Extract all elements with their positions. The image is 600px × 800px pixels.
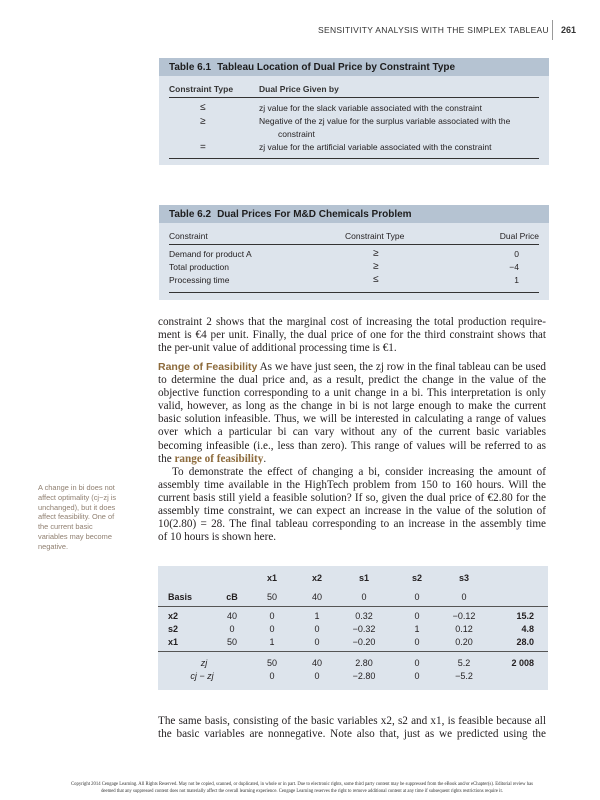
tableau-cell: −0.32 (352, 624, 376, 634)
constraint-type-ge: ≥ (200, 116, 206, 127)
tableau-cell: −0.20 (352, 637, 376, 647)
tableau-cell: 0 (414, 637, 420, 647)
cj-zj-value: 0 (269, 671, 275, 681)
tableau-cell: 0 (269, 624, 275, 634)
rhs-value: 4.8 (521, 624, 534, 634)
col-header-dual-price: Dual Price (499, 231, 539, 241)
table-row-constraint: Processing time (169, 275, 230, 285)
table-row-price: −4 (509, 262, 519, 272)
tableau-cell: 1 (414, 624, 420, 634)
objective-coeff: 0 (461, 592, 467, 602)
cb-label: cB (226, 592, 238, 602)
bottom-rule (169, 292, 539, 293)
bottom-rule (169, 158, 539, 159)
tableau-cell: 0 (414, 611, 420, 621)
cj-zj-value: −5.2 (455, 671, 473, 681)
table-row-price: 0 (514, 249, 519, 259)
constraint-type-eq: = (200, 142, 206, 153)
copyright-footer: Copyright 2014 Cengage Learning. All Rights Reserved. May not be copied, scanned, or duplicated, in whole or in part. Due to electronic rights, some third party content may be suppressed from the eBook and/or eChapter(s). Editorial review has deemed that any suppressed content does not materially affect the overall learning experience. Cengage Learning reserves the right to remove additional content at any time if subsequent rights restrictions require it. (71, 782, 533, 794)
objective-value: 2 008 (511, 658, 534, 668)
col-header-s1: s1 (358, 573, 369, 583)
col-header-constraint-type: Constraint Type (345, 231, 405, 241)
tableau-cell: 0.32 (355, 611, 373, 621)
objective-coeff: 50 (266, 592, 277, 602)
header-divider (552, 20, 553, 40)
table-title: Table 6.2 Dual Prices For M&D Chemicals Problem (169, 209, 412, 220)
tableau-cell: 0.12 (455, 624, 473, 634)
tableau-cell: 1 (269, 637, 275, 647)
constraint-type-le: ≤ (200, 102, 206, 113)
table-row-type: ≤ (373, 274, 379, 285)
basis-var: s2 (168, 624, 179, 634)
zj-value: 5.2 (457, 658, 471, 668)
basis-label: Basis (168, 592, 193, 602)
dual-price-desc: zj value for the slack variable associated with the constraint (259, 103, 483, 113)
page-number: 261 (561, 25, 577, 35)
rhs-value: 28.0 (516, 637, 534, 647)
tableau-cell: 0 (314, 624, 320, 634)
table-row-constraint: Demand for product A (169, 249, 252, 259)
col-header-x2: x2 (311, 573, 322, 583)
cj-zj-label: cj − zj (190, 671, 214, 681)
header-rule (169, 244, 539, 245)
zj-value: 50 (266, 658, 277, 668)
paragraph-same-basis: The same basis, consisting of the basic variables x2, s2 and x1, is feasible because all the basic variables are nonnegative. Note also that, just as we predicted using the (158, 715, 546, 741)
margin-note: A change in bi does not affect optimality (cj−zj is unchanged), but it does affect feasibility. One of the current basic variables may become negative. (38, 483, 117, 551)
cj-zj-value: −2.80 (352, 671, 376, 681)
cj-zj-value: 0 (414, 671, 420, 681)
zj-value: 0 (414, 658, 420, 668)
rhs-value: 15.2 (516, 611, 534, 621)
table-title: Table 6.1 Tableau Location of Dual Price by Constraint Type (169, 62, 456, 73)
table-6-2 (159, 205, 549, 300)
col-header-s3: s3 (458, 573, 469, 583)
objective-coeff: 0 (361, 592, 367, 602)
tableau-cell: 0 (269, 611, 275, 621)
table-6-1 (159, 58, 549, 165)
key-term-range-of-feasibility: range of feasibility (174, 452, 264, 465)
tableau-cell: 1 (314, 611, 320, 621)
paragraph-range-of-feasibility: Range of Feasibility As we have just seen, the zj row in the final tableau can be used to determine the dual price and, as a result, predict the change in the value of the objective function corresponding to a unit change in a bi. This interpretation is only valid, however, as long as the change in bi is not large enough to make the current basic solution infeasible. Thus, we will be interested in calculating a range of values over which a particular bi can vary without any of the current basic variables becoming infeasible (i.e., less than zero). This range of values will be referred to as the range of feasibility. (158, 361, 546, 465)
dual-price-desc: Negative of the zj value for the surplus variable associated with the (259, 116, 511, 126)
col-header-constraint: Constraint (169, 231, 208, 241)
objective-coeff: 40 (311, 592, 322, 602)
paragraph-hightech-example: To demonstrate the effect of changing a bi, consider increasing the amount of assembly time available in the HighTech problem from 150 to 160 hours. Will the current basis still yield a feasible solution? If so, given the dual price of €2.80 for the assembly time constraint, we can expect an increase in the value of the solution of 10(2.80) = 28. The final tableau corresponding to an increase in the assembly time of 10 hours is shown here. (158, 466, 546, 544)
table-row-price: 1 (514, 275, 519, 285)
col-header-s2: s2 (411, 573, 422, 583)
tableau-cell: 0 (314, 637, 320, 647)
cb-value: 50 (226, 637, 237, 647)
header-rule (158, 606, 548, 607)
dual-price-desc-cont: constraint (278, 129, 315, 139)
final-tableau (158, 566, 548, 690)
section-heading-range-of-feasibility: Range of Feasibility (158, 361, 258, 373)
cb-value: 40 (226, 611, 237, 621)
col-header-x1: x1 (266, 573, 277, 583)
running-head: SENSITIVITY ANALYSIS WITH THE SIMPLEX TABLEAU (318, 25, 549, 35)
zj-value: 40 (311, 658, 322, 668)
cj-zj-value: 0 (314, 671, 320, 681)
header-rule (169, 97, 539, 98)
paragraph-dual-price-conclusion: constraint 2 shows that the marginal cost of increasing the total production require- ment is €4 per unit. Finally, the dual price of one for the third constraint shows that the per-unit value of additional processing time is €1. (158, 316, 546, 355)
body-rule (158, 651, 548, 652)
cb-value: 0 (229, 624, 235, 634)
col-header-constraint-type: Constraint Type (169, 84, 234, 94)
basis-var: x1 (168, 637, 179, 647)
zj-value: 2.80 (355, 658, 373, 668)
basis-var: x2 (168, 611, 179, 621)
tableau-cell: −0.12 (452, 611, 476, 621)
objective-coeff: 0 (414, 592, 420, 602)
dual-price-desc: zj value for the artificial variable associated with the constraint (259, 142, 492, 152)
col-header-dual-price: Dual Price Given by (259, 84, 339, 94)
table-row-constraint: Total production (169, 262, 230, 272)
table-row-type: ≥ (373, 248, 379, 259)
table-row-type: ≥ (373, 261, 379, 272)
zj-label: zj (200, 658, 208, 668)
tableau-cell: 0.20 (455, 637, 473, 647)
